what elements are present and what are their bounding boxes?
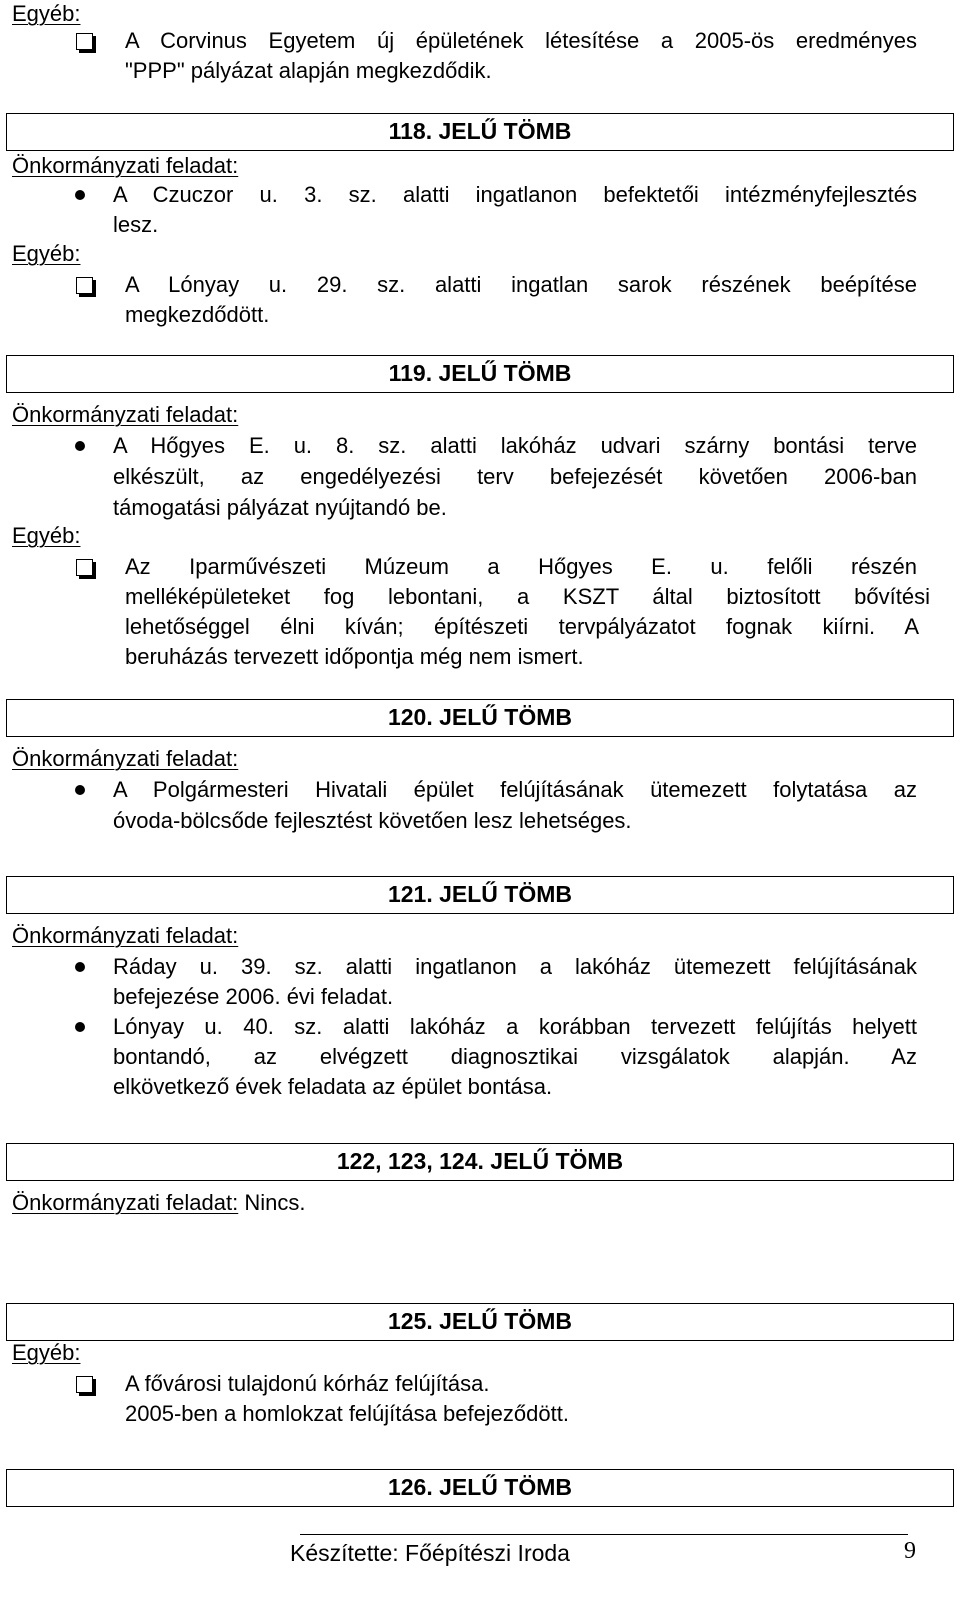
section-label-onkormanyzati: Önkormányzati feladat: bbox=[12, 1190, 239, 1215]
checkbox-icon bbox=[76, 33, 93, 50]
bullet-icon bbox=[75, 190, 85, 200]
block-126-header bbox=[6, 1469, 954, 1507]
block-title: 122, 123, 124. JELŰ TÖMB bbox=[336, 1148, 624, 1174]
list-item-line: beruházás tervezett időpontja még nem ismert. bbox=[125, 644, 584, 669]
checkbox-icon bbox=[76, 559, 93, 576]
onkormanyzati-row bbox=[12, 1189, 305, 1217]
list-item-line: befejezése 2006. évi feladat. bbox=[113, 984, 394, 1009]
list-item-line: elkövetkező évek feladata az épület bontása. bbox=[113, 1074, 553, 1099]
onkormanyzati-value: Nincs. bbox=[238, 1190, 306, 1215]
list-item-line: elkészült, az engedélyezési terv befejezését követően 2006-ban bbox=[113, 464, 917, 489]
block-121-header bbox=[6, 876, 954, 914]
section-label-onkormanyzati: Önkormányzati feladat: bbox=[12, 746, 239, 771]
list-item-line: "PPP" pályázat alapján megkezdődik. bbox=[125, 58, 492, 83]
section-label-onkormanyzati: Önkormányzati feladat: bbox=[12, 402, 239, 427]
section-label-egyeb: Egyéb: bbox=[12, 523, 81, 548]
list-item-line: lesz. bbox=[113, 212, 159, 237]
list-item-line: Az Iparművészeti Múzeum a Hőgyes E. u. felőli részén bbox=[125, 554, 917, 579]
block-125-header bbox=[6, 1303, 954, 1341]
section-label-onkormanyzati: Önkormányzati feladat: bbox=[12, 153, 239, 178]
block-title: 126. JELŰ TÖMB bbox=[387, 1474, 573, 1500]
list-item-line: támogatási pályázat nyújtandó be. bbox=[113, 495, 447, 520]
block-title: 125. JELŰ TÖMB bbox=[387, 1308, 573, 1334]
footer-author: Készítette: Főépítészi Iroda bbox=[290, 1540, 570, 1566]
checkbox-icon bbox=[76, 277, 93, 294]
list-item-line: lehetőséggel élni kíván; építészeti tervpályázatot fognak kiírni. A bbox=[125, 614, 919, 639]
page-number: 9 bbox=[904, 1538, 916, 1564]
list-item-line: A Czuczor u. 3. sz. alatti ingatlanon befektetői intézményfejlesztés bbox=[113, 182, 917, 207]
section-label-egyeb: Egyéb: bbox=[12, 241, 81, 266]
block-title: 121. JELŰ TÖMB bbox=[387, 881, 573, 907]
block-118-header bbox=[6, 113, 954, 151]
checkbox-icon bbox=[76, 1376, 93, 1393]
block-120-header bbox=[6, 699, 954, 737]
list-item-line: melléképületeket fog lebontani, a KSZT által biztosított bővítési bbox=[125, 584, 930, 609]
bullet-icon bbox=[75, 785, 85, 795]
section-label-egyeb: Egyéb: bbox=[12, 1340, 81, 1365]
list-item-line: óvoda-bölcsőde fejlesztést követően lesz lehetséges. bbox=[113, 808, 632, 833]
block-title: 120. JELŰ TÖMB bbox=[387, 704, 573, 730]
list-item-line: Ráday u. 39. sz. alatti ingatlanon a lakóház ütemezett felújításának bbox=[113, 954, 917, 979]
block-title: 119. JELŰ TÖMB bbox=[388, 360, 572, 386]
bullet-icon bbox=[75, 441, 85, 451]
list-item-line: A Lónyay u. 29. sz. alatti ingatlan sarok részének beépítése bbox=[125, 272, 917, 297]
section-label-onkormanyzati: Önkormányzati feladat: bbox=[12, 923, 239, 948]
block-122-124-header bbox=[6, 1143, 954, 1181]
list-item-line: bontandó, az elvégzett diagnosztikai vizsgálatok alapján. Az bbox=[113, 1044, 917, 1069]
footer-divider bbox=[300, 1534, 908, 1535]
list-item-line: A Hőgyes E. u. 8. sz. alatti lakóház udvari szárny bontási terve bbox=[113, 433, 917, 458]
list-item-line: A Corvinus Egyetem új épületének létesítése a 2005-ös eredményes bbox=[125, 28, 917, 53]
bullet-icon bbox=[75, 962, 85, 972]
section-label-egyeb: Egyéb: bbox=[12, 1, 81, 26]
list-item-line: A Polgármesteri Hivatali épület felújításának ütemezett folytatása az bbox=[113, 777, 917, 802]
list-item-line: megkezdődött. bbox=[125, 302, 270, 327]
list-item-line: 2005-ben a homlokzat felújítása befejeződött. bbox=[125, 1401, 569, 1426]
block-119-header bbox=[6, 355, 954, 393]
list-item-line: Lónyay u. 40. sz. alatti lakóház a korábban tervezett felújítás helyett bbox=[113, 1014, 917, 1039]
block-title: 118. JELŰ TÖMB bbox=[388, 118, 572, 144]
list-item-line: A fővárosi tulajdonú kórház felújítása. bbox=[125, 1371, 490, 1396]
bullet-icon bbox=[75, 1022, 85, 1032]
